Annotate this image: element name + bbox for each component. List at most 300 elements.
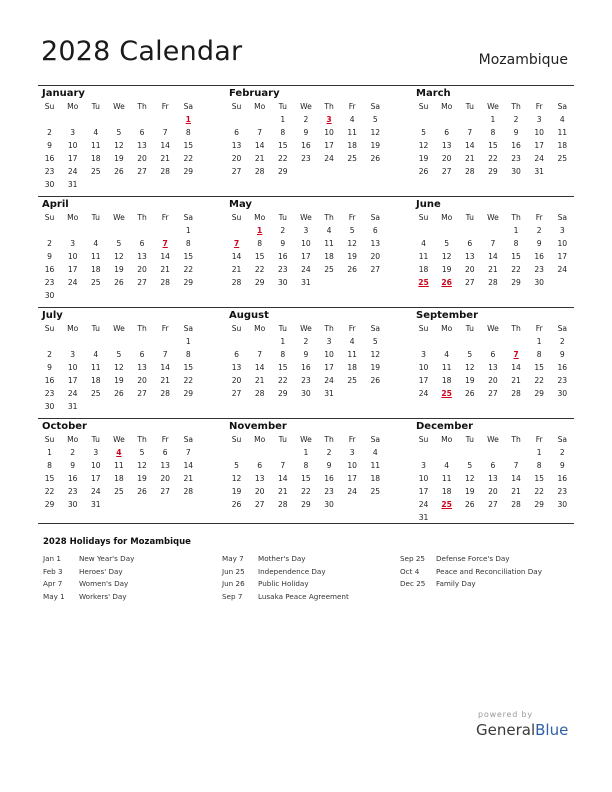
day-cell: 24 — [534, 154, 545, 163]
day-cell: 10 — [534, 128, 545, 137]
holiday-name: Peace and Reconciliation Day — [436, 566, 542, 576]
empty-day-cell — [131, 113, 154, 126]
day-cell: 10 — [67, 363, 78, 372]
holiday-item — [222, 578, 349, 591]
weekday-header — [225, 322, 387, 335]
month-name: June — [416, 199, 441, 210]
day-cell: 6 — [467, 239, 473, 248]
day-cell: 11 — [90, 252, 101, 261]
weekday-label: We — [113, 324, 125, 333]
weekday-header — [38, 100, 200, 113]
day-cell: 15 — [534, 474, 545, 483]
holiday-name: Women's Day — [79, 579, 129, 588]
day-cell: 12 — [137, 461, 147, 470]
brand-blue: Blue — [535, 721, 569, 739]
day-cell: 28 — [254, 389, 265, 398]
day-cell: 15 — [183, 252, 194, 261]
holiday-date: Apr 7 — [43, 579, 63, 588]
day-cell: 7 — [162, 350, 168, 359]
week-row — [38, 446, 200, 459]
day-cell: 23 — [301, 154, 311, 163]
day-cell: 6 — [139, 239, 145, 248]
day-cell: 7 — [280, 461, 286, 470]
week-row — [38, 165, 200, 178]
day-cell: 26 — [114, 167, 124, 176]
day-cell: 17 — [301, 252, 311, 261]
day-cell: 17 — [418, 487, 429, 496]
day-cell: 8 — [280, 350, 286, 359]
month-name: May — [229, 199, 252, 210]
holiday-name: New Year's Day — [79, 554, 135, 563]
day-cell: 27 — [137, 278, 147, 287]
day-cell: 3 — [536, 115, 542, 124]
month-name: April — [42, 199, 69, 210]
week-row — [38, 348, 200, 361]
day-cell: 10 — [324, 350, 334, 359]
weekday-header — [38, 322, 200, 335]
empty-day-cell — [458, 113, 481, 126]
empty-day-cell — [131, 289, 154, 302]
day-cell: 17 — [67, 154, 78, 163]
month-row — [38, 307, 574, 418]
day-cell: 27 — [370, 265, 381, 274]
week-row — [38, 250, 200, 263]
day-cell: 10 — [557, 239, 568, 248]
day-cell: 16 — [324, 474, 334, 483]
day-cell: 31 — [418, 513, 429, 522]
holiday-day-cell: 3 — [326, 115, 332, 124]
month-name: October — [42, 421, 87, 432]
day-cell: 21 — [160, 265, 171, 274]
holiday-name: Defense Force's Day — [436, 554, 510, 563]
day-cell: 9 — [303, 128, 309, 137]
day-cell: 13 — [137, 141, 147, 150]
day-cell: 26 — [418, 167, 429, 176]
day-cell: 1 — [280, 115, 286, 124]
day-cell: 26 — [370, 154, 381, 163]
empty-day-cell — [84, 400, 107, 413]
holiday-item — [400, 566, 542, 579]
week-row — [412, 250, 574, 263]
weekday-label: Mo — [67, 213, 79, 222]
day-cell: 28 — [488, 278, 498, 287]
weekday-label: Tu — [278, 324, 287, 333]
day-cell: 23 — [511, 154, 521, 163]
day-cell: 4 — [326, 226, 332, 235]
empty-day-cell — [61, 224, 84, 237]
day-cell: 27 — [464, 278, 475, 287]
day-cell: 9 — [47, 141, 52, 150]
day-cell: 6 — [234, 350, 239, 359]
day-cell: 4 — [444, 461, 450, 470]
weekday-label: Tu — [465, 102, 474, 111]
day-cell: 30 — [44, 402, 55, 411]
weekday-label: Mo — [441, 324, 453, 333]
day-cell: 18 — [114, 474, 124, 483]
day-cell: 20 — [370, 252, 381, 261]
day-cell: 24 — [418, 389, 429, 398]
month-name: August — [229, 310, 269, 321]
day-cell: 24 — [324, 154, 334, 163]
day-cell: 4 — [421, 239, 426, 248]
day-cell: 20 — [137, 265, 147, 274]
day-cell: 18 — [418, 265, 429, 274]
day-cell: 14 — [254, 141, 265, 150]
day-cell: 11 — [324, 239, 334, 248]
day-cell: 20 — [231, 376, 242, 385]
week-row — [225, 335, 387, 348]
holiday-day-cell: 7 — [513, 350, 519, 359]
empty-day-cell — [271, 446, 294, 459]
day-cell: 19 — [418, 154, 429, 163]
day-cell: 26 — [464, 389, 475, 398]
empty-day-cell — [131, 335, 154, 348]
day-cell: 24 — [67, 389, 78, 398]
day-cell: 28 — [254, 167, 265, 176]
empty-day-cell — [154, 400, 177, 413]
weekday-label: Mo — [254, 213, 266, 222]
day-cell: 20 — [137, 376, 147, 385]
day-cell: 19 — [114, 154, 124, 163]
day-cell: 8 — [257, 239, 263, 248]
weekday-label: Fr — [348, 102, 356, 111]
day-cell: 15 — [534, 363, 545, 372]
day-cell: 24 — [67, 278, 78, 287]
holiday-item — [400, 553, 542, 566]
day-cell: 17 — [90, 474, 101, 483]
month-name: December — [416, 421, 474, 432]
day-cell: 9 — [513, 128, 519, 137]
week-row — [225, 250, 387, 263]
day-cell: 26 — [464, 500, 475, 509]
holiday-day-cell: 25 — [441, 500, 452, 509]
week-row — [412, 459, 574, 472]
month-name: February — [229, 88, 280, 99]
day-cell: 28 — [160, 278, 171, 287]
day-cell: 3 — [93, 448, 99, 457]
empty-day-cell — [364, 165, 387, 178]
day-cell: 9 — [303, 350, 309, 359]
week-row — [225, 165, 387, 178]
day-cell: 6 — [490, 461, 496, 470]
day-cell: 14 — [160, 141, 171, 150]
day-cell: 6 — [372, 226, 378, 235]
day-cell: 2 — [513, 115, 519, 124]
week-row — [412, 224, 574, 237]
day-cell: 22 — [254, 265, 265, 274]
empty-day-cell — [341, 498, 364, 511]
empty-day-cell — [84, 178, 107, 191]
day-cell: 12 — [114, 252, 124, 261]
day-cell: 29 — [183, 167, 194, 176]
day-cell: 16 — [557, 363, 568, 372]
weekday-label: Sa — [557, 102, 568, 111]
day-cell: 20 — [160, 474, 171, 483]
day-cell: 16 — [67, 474, 78, 483]
weekday-label: We — [300, 435, 312, 444]
weekday-label: Fr — [348, 324, 356, 333]
weekday-label: Mo — [441, 102, 453, 111]
holiday-date: Jun 26 — [222, 579, 245, 588]
weekday-label: We — [300, 213, 312, 222]
day-cell: 1 — [280, 337, 286, 346]
holiday-column — [400, 553, 542, 591]
holiday-name: Family Day — [436, 579, 476, 588]
day-cell: 31 — [324, 389, 334, 398]
day-cell: 2 — [536, 226, 542, 235]
day-cell: 1 — [185, 337, 191, 346]
day-cell: 30 — [277, 278, 288, 287]
day-cell: 1 — [536, 448, 542, 457]
month-name: November — [229, 421, 287, 432]
day-cell: 4 — [93, 128, 99, 137]
day-cell: 6 — [444, 128, 450, 137]
day-cell: 30 — [534, 278, 545, 287]
day-cell: 22 — [277, 376, 288, 385]
empty-day-cell — [154, 498, 177, 511]
holiday-date: Jun 25 — [222, 566, 245, 576]
week-row — [225, 361, 387, 374]
week-row — [38, 472, 200, 485]
week-row — [38, 400, 200, 413]
weekday-label: We — [487, 102, 499, 111]
empty-day-cell — [38, 224, 61, 237]
day-cell: 30 — [301, 389, 311, 398]
weekday-label: Fr — [161, 102, 169, 111]
day-cell: 16 — [277, 252, 288, 261]
holiday-column — [222, 553, 349, 603]
day-cell: 11 — [418, 252, 429, 261]
day-cell: 13 — [137, 363, 147, 372]
day-cell: 25 — [347, 154, 358, 163]
day-cell: 12 — [370, 350, 381, 359]
day-cell: 9 — [536, 239, 542, 248]
empty-day-cell — [505, 335, 528, 348]
empty-day-cell — [225, 113, 248, 126]
day-cell: 14 — [511, 363, 521, 372]
day-cell: 18 — [441, 376, 452, 385]
weekday-label: Sa — [370, 102, 381, 111]
holiday-date: Sep 25 — [400, 554, 425, 563]
day-cell: 11 — [90, 363, 101, 372]
empty-day-cell — [225, 446, 248, 459]
day-cell: 18 — [90, 154, 101, 163]
day-cell: 8 — [280, 128, 286, 137]
week-row — [38, 126, 200, 139]
day-cell: 12 — [231, 474, 242, 483]
month-march — [412, 86, 574, 178]
day-cell: 12 — [418, 141, 429, 150]
day-cell: 13 — [464, 252, 475, 261]
day-cell: 18 — [90, 376, 101, 385]
day-cell: 23 — [277, 265, 288, 274]
day-cell: 22 — [301, 487, 311, 496]
weekday-label: Su — [418, 324, 429, 333]
day-cell: 11 — [347, 350, 358, 359]
day-cell: 9 — [280, 239, 286, 248]
day-cell: 3 — [70, 350, 76, 359]
day-cell: 17 — [324, 363, 334, 372]
weekday-header — [38, 211, 200, 224]
empty-day-cell — [38, 113, 61, 126]
empty-day-cell — [225, 224, 248, 237]
weekday-label: Th — [511, 213, 521, 222]
weekday-header — [412, 211, 574, 224]
day-cell: 28 — [160, 167, 171, 176]
empty-day-cell — [435, 446, 458, 459]
empty-day-cell — [435, 224, 458, 237]
day-cell: 16 — [301, 141, 311, 150]
empty-day-cell — [458, 446, 481, 459]
week-row — [412, 361, 574, 374]
month-row — [38, 196, 574, 307]
day-cell: 1 — [303, 448, 309, 457]
day-cell: 23 — [44, 167, 55, 176]
day-cell: 6 — [162, 448, 168, 457]
weekday-label: Fr — [348, 213, 356, 222]
holiday-date: Oct 4 — [400, 566, 420, 576]
holiday-name: Workers' Day — [79, 591, 127, 601]
weekday-label: Th — [137, 324, 147, 333]
empty-day-cell — [84, 113, 107, 126]
month-name: January — [42, 88, 85, 99]
weekday-label: Su — [418, 213, 429, 222]
day-cell: 24 — [90, 487, 101, 496]
empty-day-cell — [248, 335, 271, 348]
day-cell: 7 — [257, 128, 263, 137]
day-cell: 30 — [557, 500, 568, 509]
weekday-label: Mo — [441, 435, 453, 444]
day-cell: 5 — [116, 350, 122, 359]
day-cell: 5 — [467, 350, 473, 359]
day-cell: 27 — [441, 167, 452, 176]
day-cell: 21 — [231, 265, 242, 274]
holiday-date: May 1 — [43, 591, 65, 601]
month-row — [38, 418, 574, 529]
weekday-label: Mo — [254, 435, 266, 444]
day-cell: 13 — [231, 141, 242, 150]
weekday-label: Sa — [557, 324, 568, 333]
day-cell: 20 — [488, 487, 498, 496]
day-cell: 19 — [464, 487, 475, 496]
day-cell: 3 — [559, 226, 565, 235]
week-row — [38, 498, 200, 511]
day-cell: 20 — [137, 154, 147, 163]
month-name: September — [416, 310, 478, 321]
empty-day-cell — [412, 335, 435, 348]
month-february — [225, 86, 387, 178]
weekday-label: We — [487, 435, 499, 444]
empty-day-cell — [107, 335, 130, 348]
day-cell: 28 — [464, 167, 475, 176]
weekday-label: Mo — [67, 102, 79, 111]
day-cell: 26 — [231, 500, 242, 509]
weekday-label: Th — [511, 435, 521, 444]
day-cell: 17 — [67, 376, 78, 385]
holiday-date: Jan 1 — [43, 554, 61, 563]
empty-day-cell — [364, 276, 387, 289]
day-cell: 15 — [44, 474, 55, 483]
empty-day-cell — [341, 276, 364, 289]
day-cell: 3 — [349, 448, 355, 457]
day-cell: 12 — [347, 239, 358, 248]
day-cell: 23 — [301, 376, 311, 385]
day-cell: 7 — [467, 128, 473, 137]
month-june — [412, 197, 574, 289]
day-cell: 11 — [347, 128, 358, 137]
day-cell: 24 — [67, 167, 78, 176]
day-cell: 22 — [488, 154, 498, 163]
day-cell: 9 — [326, 461, 332, 470]
week-row — [225, 237, 387, 250]
empty-day-cell — [177, 178, 200, 191]
day-cell: 24 — [347, 487, 358, 496]
day-cell: 12 — [464, 474, 475, 483]
day-cell: 16 — [511, 141, 521, 150]
day-cell: 9 — [559, 350, 565, 359]
holiday-item — [43, 553, 134, 566]
day-cell: 3 — [421, 350, 426, 359]
day-cell: 8 — [536, 350, 542, 359]
day-cell: 31 — [67, 402, 78, 411]
week-row — [38, 139, 200, 152]
week-row — [225, 446, 387, 459]
day-cell: 2 — [303, 337, 309, 346]
day-cell: 16 — [534, 252, 545, 261]
day-cell: 13 — [488, 474, 498, 483]
day-cell: 5 — [349, 226, 355, 235]
day-cell: 16 — [557, 474, 568, 483]
empty-day-cell — [154, 289, 177, 302]
day-cell: 2 — [47, 350, 52, 359]
day-cell: 10 — [90, 461, 101, 470]
weekday-header — [225, 433, 387, 446]
day-cell: 20 — [441, 154, 452, 163]
day-cell: 11 — [441, 363, 452, 372]
holiday-day-cell: 26 — [441, 278, 452, 287]
empty-day-cell — [481, 224, 504, 237]
empty-day-cell — [131, 178, 154, 191]
weekday-label: Sa — [370, 213, 381, 222]
day-cell: 9 — [70, 461, 76, 470]
week-row — [38, 361, 200, 374]
day-cell: 28 — [511, 500, 521, 509]
week-row — [412, 237, 574, 250]
empty-day-cell — [412, 113, 435, 126]
brand-general: General — [476, 721, 536, 739]
empty-day-cell — [341, 387, 364, 400]
day-cell: 16 — [44, 376, 55, 385]
generalblue-logo[interactable] — [476, 721, 568, 739]
day-cell: 14 — [183, 461, 194, 470]
weekday-label: Tu — [91, 435, 100, 444]
weekday-label: Sa — [557, 435, 568, 444]
weekday-label: Fr — [535, 213, 543, 222]
day-cell: 25 — [347, 376, 358, 385]
day-cell: 30 — [557, 389, 568, 398]
day-cell: 20 — [254, 487, 265, 496]
day-cell: 15 — [183, 141, 194, 150]
day-cell: 19 — [231, 487, 242, 496]
day-cell: 12 — [441, 252, 452, 261]
empty-day-cell — [435, 113, 458, 126]
day-cell: 27 — [160, 487, 171, 496]
day-cell: 14 — [277, 474, 288, 483]
day-cell: 22 — [44, 487, 55, 496]
day-cell: 20 — [231, 154, 242, 163]
weekday-label: Su — [44, 324, 55, 333]
weekday-label: Mo — [67, 435, 79, 444]
